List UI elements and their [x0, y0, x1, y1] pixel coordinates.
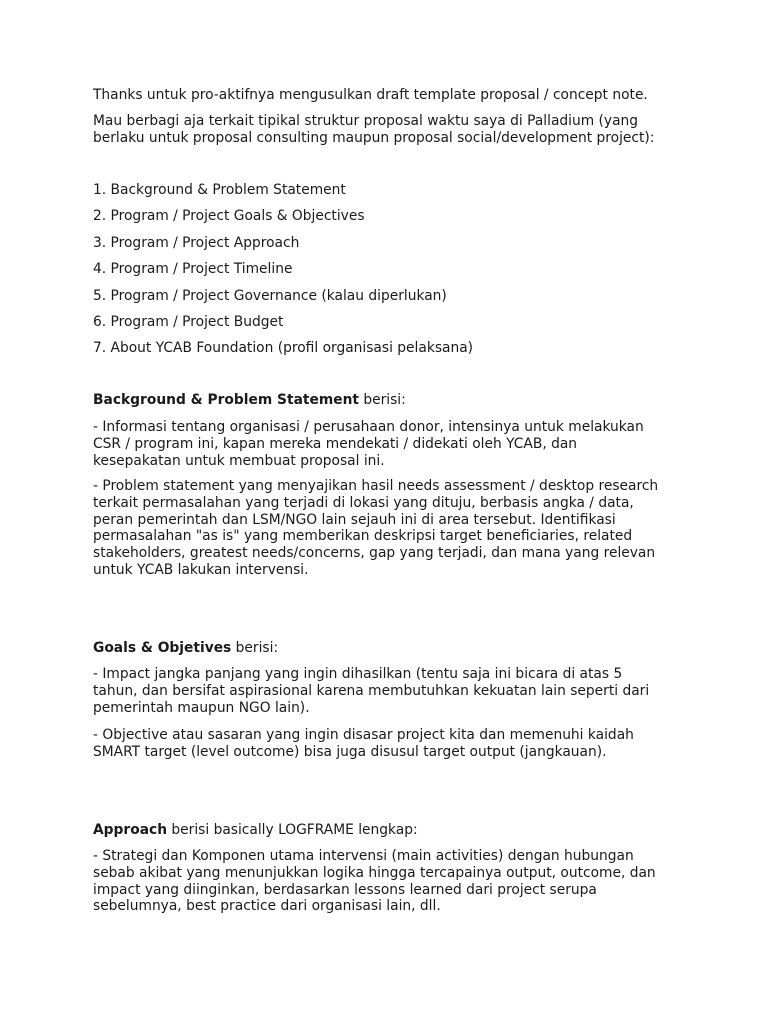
- approach-heading-suffix: berisi basically LOGFRAME lengkap:: [167, 822, 418, 838]
- intro-line-1: Thanks untuk pro-aktifnya mengusulkan draft template proposal / concept note.: [93, 87, 648, 103]
- outline-item-4: 4. Program / Project Timeline: [93, 261, 293, 277]
- goals-heading-title: Goals & Objetives: [93, 640, 232, 656]
- outline-item-3: 3. Program / Project Approach: [93, 235, 300, 251]
- background-paragraph-1: - Informasi tentang organisasi / perusahaan donor, intensinya untuk melakukan CSR / program ini, kapan mereka mendekati / didekati oleh YCAB, dan kesepakatan untuk membuat proposal ini.: [93, 419, 644, 469]
- goals-heading-suffix: berisi:: [231, 640, 279, 656]
- goals-heading: [93, 640, 693, 657]
- background-heading-title: Background & Problem Statement: [93, 392, 359, 408]
- outline-item-7: 7. About YCAB Foundation (profil organisasi pelaksana): [93, 340, 474, 356]
- approach-heading-title: Approach: [93, 822, 168, 838]
- outline-item-2: 2. Program / Project Goals & Objectives: [93, 208, 365, 224]
- intro-line-2: Mau berbagi aja terkait tipikal struktur proposal waktu saya di Palladium (yang berlaku untuk proposal consulting maupun proposal social/development project):: [93, 113, 655, 146]
- background-heading: [93, 392, 693, 409]
- approach-paragraph-1: - Strategi dan Komponen utama intervensi (main activities) dengan hubungan sebab akibat yang menunjukkan logika hingga tercapainya output, outcome, dan impact yang diinginkan, berdasarkan lessons learned dari project serupa sebelumnya, best practice dari organisasi lain, dll.: [93, 848, 656, 915]
- background-paragraph-2: - Problem statement yang menyajikan hasil needs assessment / desktop research terkait permasalahan yang terjadi di lokasi yang dituju, berbasis angka / data, peran pemerintah dan LSM/NGO lain sejauh ini di area tersebut. Identifikasi permasalahan "as is" yang memberikan deskripsi target beneficiaries, related stakeholders, greatest needs/concerns, gap yang terjadi, dan mana yang relevan untuk YCAB lakukan intervensi.: [93, 478, 659, 578]
- background-heading-suffix: berisi:: [358, 392, 406, 408]
- goals-paragraph-2: - Objective atau sasaran yang ingin disasar project kita dan memenuhi kaidah SMART target (level outcome) bisa juga disusul target output (jangkauan).: [93, 727, 634, 760]
- outline-item-5: 5. Program / Project Governance (kalau diperlukan): [93, 288, 447, 304]
- goals-paragraph-1: - Impact jangka panjang yang ingin dihasilkan (tentu saja ini bicara di atas 5 tahun, dan bersifat aspirasional karena membutuhkan kekuatan lain seperti dari pemerintah maupun NGO lain).: [93, 666, 650, 716]
- outline-item-6: 6. Program / Project Budget: [93, 314, 284, 330]
- approach-heading: [93, 822, 693, 839]
- outline-item-1: 1. Background & Problem Statement: [93, 182, 346, 198]
